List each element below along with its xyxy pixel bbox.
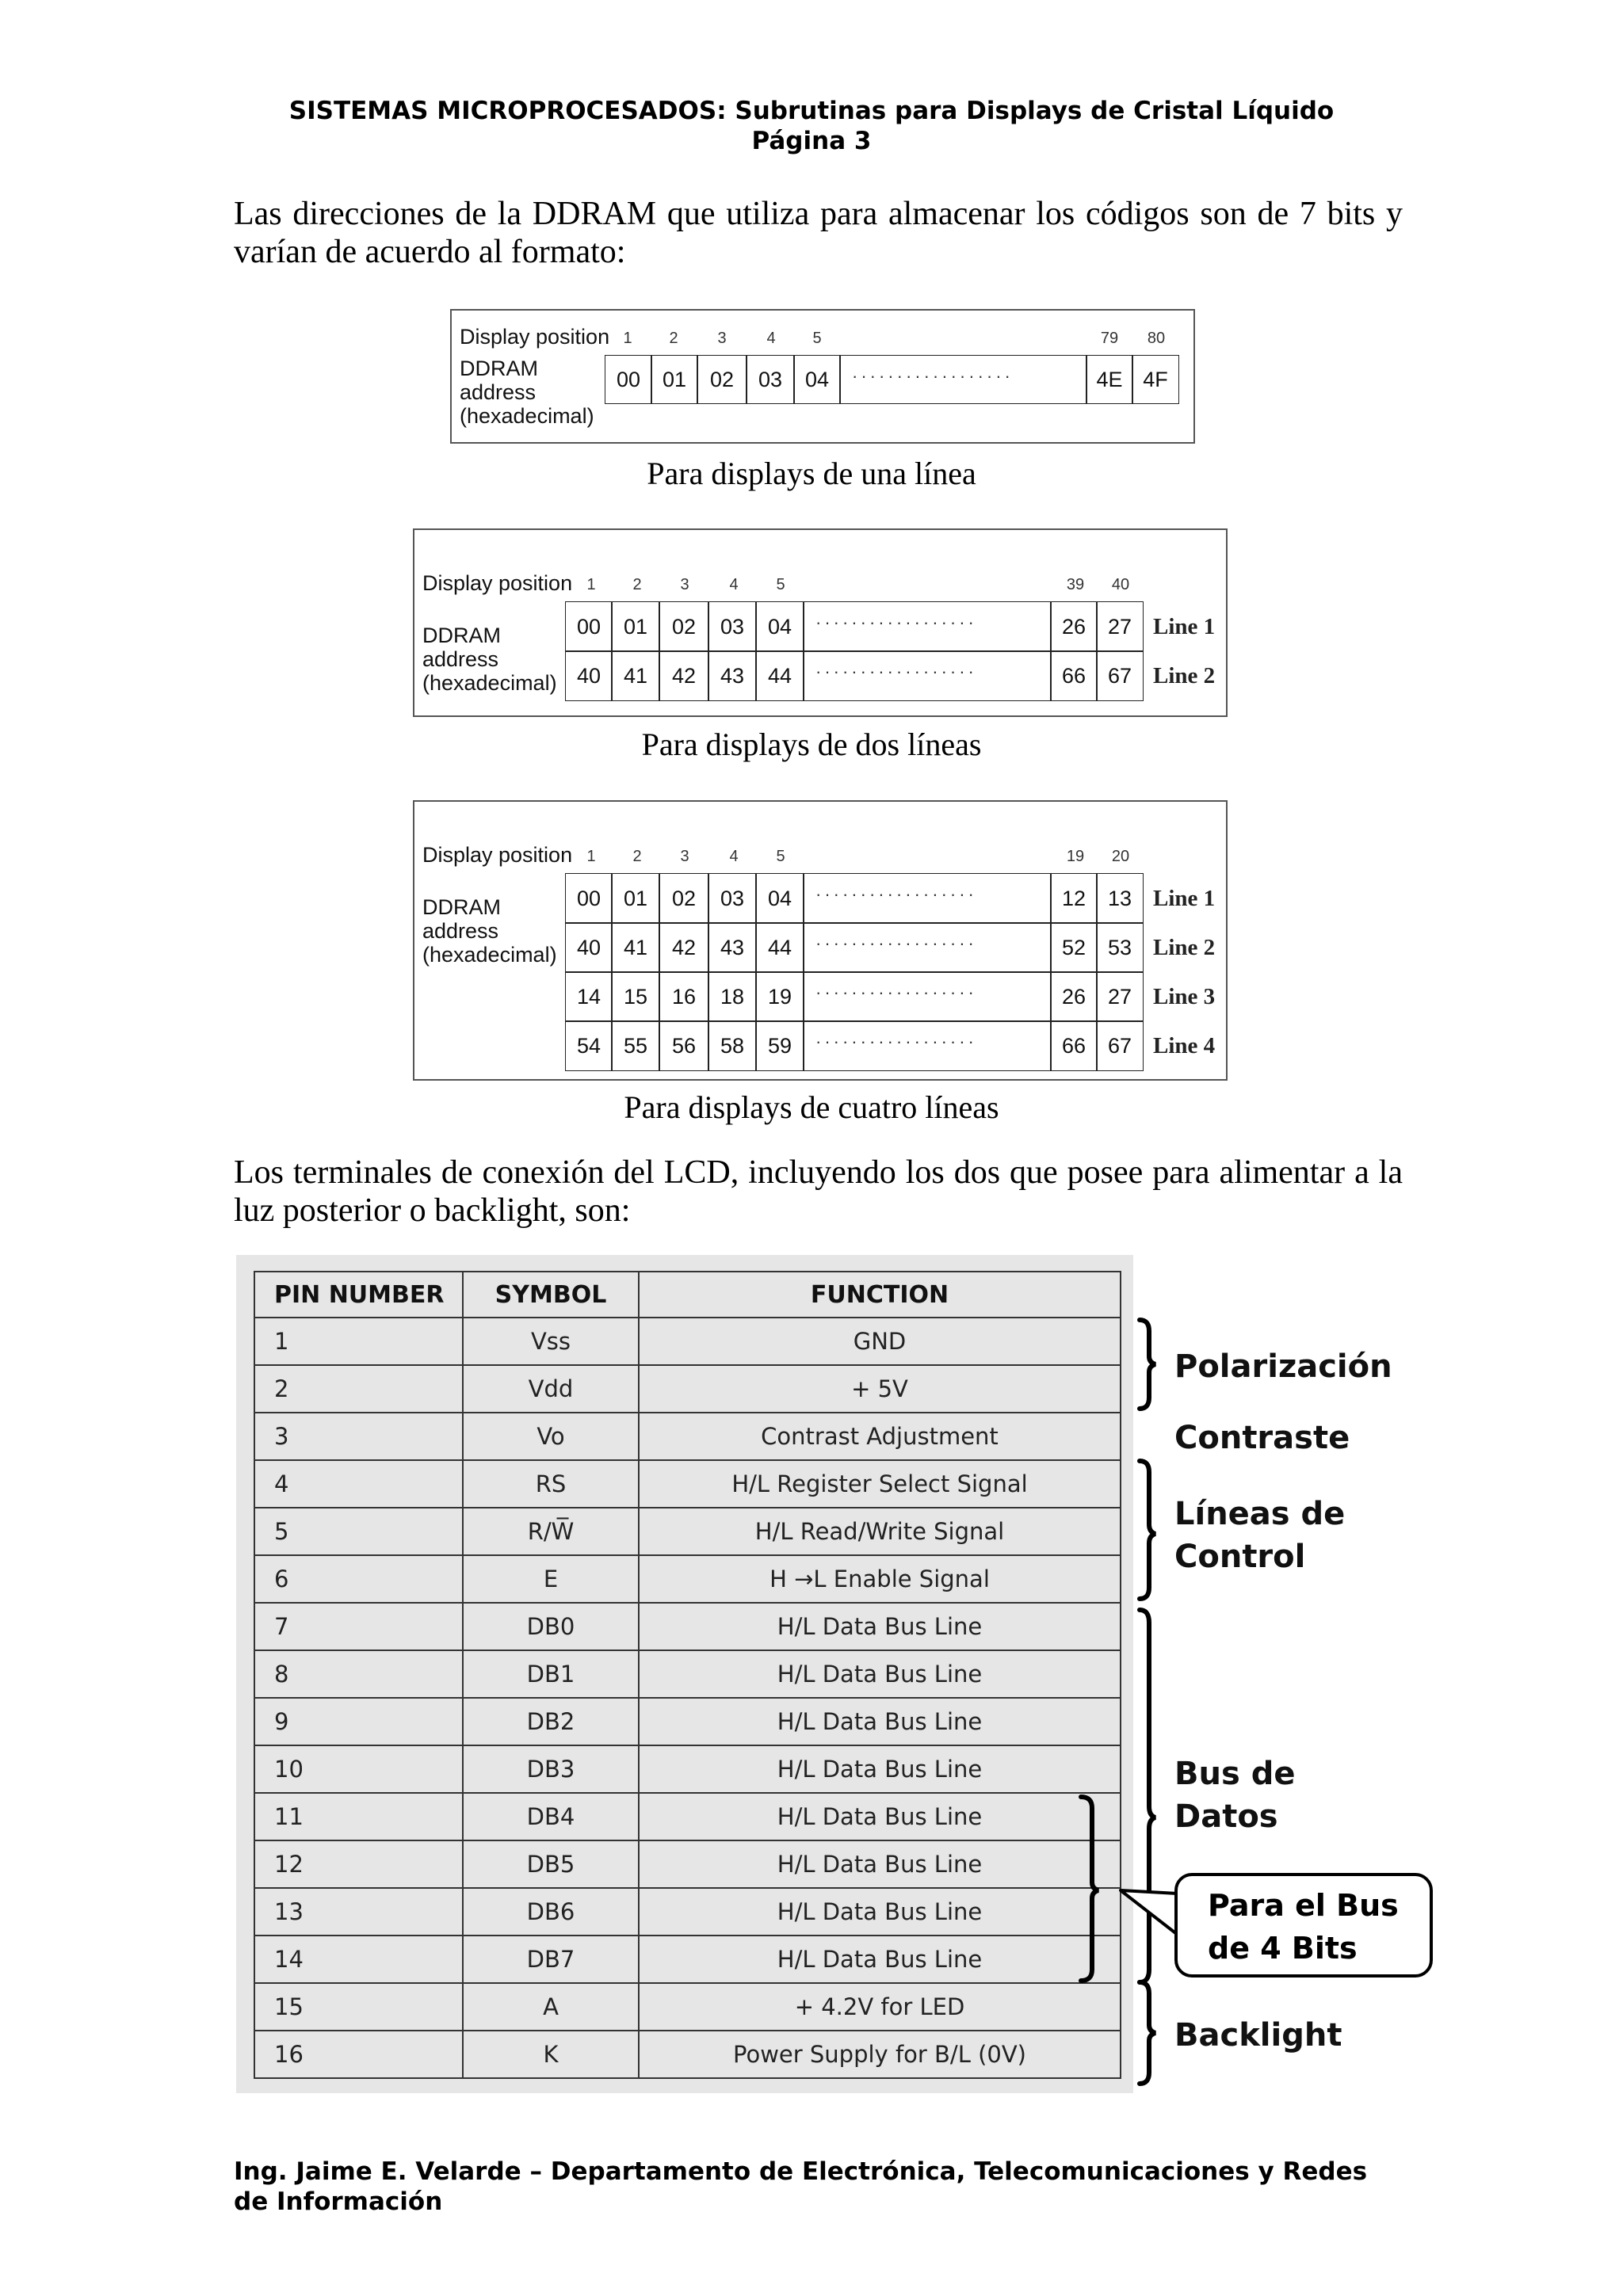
brace-control <box>1140 1461 1155 1599</box>
ddram-cell: 4E <box>1086 355 1133 404</box>
pin-symbol-cell: DB7 <box>463 1936 639 1983</box>
pin-function-cell: GND <box>639 1318 1121 1365</box>
page-number: Página 3 <box>751 127 872 155</box>
ddram-cell: 04 <box>755 601 804 652</box>
ddram-cell: 42 <box>659 922 709 973</box>
display-position-label: Display position <box>422 571 573 595</box>
col-header-pin-number: PIN NUMBER <box>254 1272 463 1318</box>
ellipsis-dots: ·················· <box>815 933 977 953</box>
ddram-cell: 15 <box>611 971 660 1022</box>
position-label: 2 <box>669 330 678 347</box>
pin-table-panel <box>236 1255 1133 2093</box>
ddram-cell: 44 <box>755 922 804 973</box>
pin-function-cell: H →L Enable Signal <box>639 1555 1121 1603</box>
pin-number-cell: 11 <box>254 1793 463 1840</box>
pin-row <box>254 1555 1121 1603</box>
pin-function-cell: H/L Data Bus Line <box>639 1698 1121 1745</box>
ddram-cell: 00 <box>565 601 613 652</box>
position-label: 20 <box>1111 848 1130 865</box>
pin-function-cell: H/L Data Bus Line <box>639 1603 1121 1650</box>
ddram-cell: 19 <box>755 971 804 1022</box>
pin-table-header-row <box>254 1272 1121 1318</box>
brace-4-bits-icon <box>1078 1791 1102 1997</box>
ddram-cell: 41 <box>611 922 660 973</box>
pin-function-cell: H/L Register Select Signal <box>639 1460 1121 1508</box>
pin-row <box>254 1698 1121 1745</box>
pin-symbol-cell: Vss <box>463 1318 639 1365</box>
pin-row <box>254 1650 1121 1698</box>
pin-function-cell: H/L Data Bus Line <box>639 1650 1121 1698</box>
ddram-cell: 02 <box>697 355 747 404</box>
position-label: 39 <box>1066 576 1085 593</box>
pin-row <box>254 1460 1121 1508</box>
ddram-cell: 26 <box>1050 971 1098 1022</box>
pin-number-cell: 14 <box>254 1936 463 1983</box>
ddram-cell: 13 <box>1096 873 1144 924</box>
brace-backlight <box>1140 1982 1155 2084</box>
pin-number-cell: 6 <box>254 1555 463 1603</box>
pin-symbol-cell: DB1 <box>463 1650 639 1698</box>
position-label: 3 <box>680 848 689 865</box>
pin-number-cell: 4 <box>254 1460 463 1508</box>
pin-number-cell: 13 <box>254 1888 463 1936</box>
line-label: Line 2 <box>1153 663 1216 688</box>
ddram-cell: 02 <box>659 873 709 924</box>
position-label: 40 <box>1111 576 1130 593</box>
position-label: 80 <box>1147 330 1166 347</box>
pin-number-cell: 2 <box>254 1365 463 1413</box>
brace-polarizacion <box>1140 1320 1155 1409</box>
terminals-paragraph: Los terminales de conexión del LCD, incluyendo los dos que posee para alimentar a la luz posterior o backlight, son: <box>234 1154 1403 1229</box>
ddram-cell: 27 <box>1096 971 1144 1022</box>
pin-number-cell: 10 <box>254 1745 463 1793</box>
position-label: 19 <box>1066 848 1085 865</box>
hexadecimal-label: (hexadecimal) <box>422 943 557 967</box>
line-label: Line 1 <box>1153 614 1216 639</box>
position-label: 3 <box>680 576 689 593</box>
ddram-cell: 01 <box>611 601 660 652</box>
ddram-cell: 56 <box>659 1020 709 1071</box>
pin-symbol-cell: A <box>463 1983 639 2031</box>
ddram-cell: 03 <box>708 601 757 652</box>
group-label-backlight: Backlight <box>1174 2017 1342 2054</box>
pin-symbol-cell: DB0 <box>463 1603 639 1650</box>
ddram-diagram-two-lines <box>413 528 1228 717</box>
callout-line-1: Para el Bus <box>1208 1888 1399 1923</box>
line-label: Line 2 <box>1153 935 1216 960</box>
ddram-cell: 67 <box>1096 1020 1144 1071</box>
position-label: 3 <box>717 330 727 347</box>
pin-symbol-cell: R/W̅ <box>463 1508 639 1555</box>
ddram-cell: 12 <box>1050 873 1098 924</box>
ddram-cell: 43 <box>708 922 757 973</box>
position-label: 1 <box>586 848 596 865</box>
pin-symbol-cell: Vo <box>463 1413 639 1460</box>
ddram-cell: 26 <box>1050 601 1098 652</box>
ddram-cell: 40 <box>565 922 613 973</box>
col-header-symbol: SYMBOL <box>463 1272 639 1318</box>
ddram-cell: 01 <box>651 355 698 404</box>
address-label: address <box>422 647 499 671</box>
pin-row <box>254 1840 1121 1888</box>
ddram-cell: 03 <box>708 873 757 924</box>
pin-function-cell: H/L Data Bus Line <box>639 1936 1121 1983</box>
ddram-cell: 59 <box>755 1020 804 1071</box>
pin-symbol-cell: RS <box>463 1460 639 1508</box>
pin-symbol-cell: Vdd <box>463 1365 639 1413</box>
document-header-title: SISTEMAS MICROPROCESADOS: Subrutinas para Displays de Cristal Líquido <box>288 97 1335 125</box>
intro-paragraph: Las direcciones de la DDRAM que utiliza para almacenar los códigos son de 7 bits y varían de acuerdo al formato: <box>234 196 1403 270</box>
ellipsis-dots: ·················· <box>815 884 977 904</box>
ddram-cell: 14 <box>565 971 613 1022</box>
pin-function-cell: + 5V <box>639 1365 1121 1413</box>
ddram-label: DDRAM <box>460 357 538 380</box>
ellipsis-dots: ·················· <box>852 366 1014 386</box>
ellipsis-dots: ·················· <box>815 662 977 681</box>
pin-number-cell: 8 <box>254 1650 463 1698</box>
caption-one-line: Para displays de una línea <box>647 456 976 491</box>
position-label: 4 <box>729 848 739 865</box>
display-position-label: Display position <box>460 325 610 349</box>
ddram-cell: 66 <box>1050 1020 1098 1071</box>
pin-function-cell: Power Supply for B/L (0V) <box>639 2031 1121 2078</box>
position-label: 2 <box>632 576 642 593</box>
pin-number-cell: 9 <box>254 1698 463 1745</box>
callout-line-2: de 4 Bits <box>1208 1931 1358 1966</box>
ddram-cell: 67 <box>1096 650 1144 701</box>
group-label-polarizacion: Polarización <box>1174 1348 1392 1385</box>
position-label: 2 <box>632 848 642 865</box>
pin-number-cell: 5 <box>254 1508 463 1555</box>
ddram-cell: 55 <box>611 1020 660 1071</box>
pin-function-cell: + 4.2V for LED <box>639 1983 1121 2031</box>
ddram-cell: 44 <box>755 650 804 701</box>
ddram-cell: 54 <box>565 1020 613 1071</box>
ddram-cell: 04 <box>755 873 804 924</box>
pin-row <box>254 1983 1121 2031</box>
ddram-cell: 42 <box>659 650 709 701</box>
ddram-cell: 58 <box>708 1020 757 1071</box>
line-label: Line 3 <box>1153 984 1216 1009</box>
callout-4-bit-bus <box>1174 1873 1433 1978</box>
position-label: 79 <box>1100 330 1119 347</box>
group-label-bus-2: Datos <box>1174 1798 1278 1835</box>
ddram-cell: 00 <box>565 873 613 924</box>
pin-row <box>254 1508 1121 1555</box>
pin-symbol-cell: DB3 <box>463 1745 639 1793</box>
pin-number-cell: 1 <box>254 1318 463 1365</box>
group-label-contraste: Contraste <box>1174 1420 1350 1456</box>
pin-row <box>254 1413 1121 1460</box>
caption-two-lines: Para displays de dos líneas <box>641 727 982 762</box>
pin-row <box>254 1365 1121 1413</box>
ddram-cell: 4F <box>1132 355 1179 404</box>
ddram-diagram-four-lines <box>413 800 1228 1081</box>
ddram-cell: 41 <box>611 650 660 701</box>
address-label: address <box>422 919 499 943</box>
ddram-cell: 53 <box>1096 922 1144 973</box>
pin-symbol-cell: K <box>463 2031 639 2078</box>
document-footer <box>234 2157 1367 2217</box>
pin-row <box>254 1888 1121 1936</box>
position-label: 1 <box>586 576 596 593</box>
pin-number-cell: 15 <box>254 1983 463 2031</box>
group-label-control-1: Líneas de <box>1174 1496 1346 1532</box>
line-label: Line 1 <box>1153 886 1216 911</box>
ddram-label: DDRAM <box>422 895 501 919</box>
ddram-cell: 00 <box>605 355 652 404</box>
ellipsis-dots: ·················· <box>815 1032 977 1051</box>
pin-row <box>254 1745 1121 1793</box>
ellipsis-dots: ·················· <box>815 612 977 632</box>
group-label-bus-1: Bus de <box>1174 1756 1296 1792</box>
ddram-cell: 43 <box>708 650 757 701</box>
position-label: 5 <box>776 576 785 593</box>
ellipsis-dots: ·················· <box>815 982 977 1002</box>
pin-symbol-cell: DB4 <box>463 1793 639 1840</box>
ddram-cell: 66 <box>1050 650 1098 701</box>
pin-number-cell: 3 <box>254 1413 463 1460</box>
pin-function-cell: H/L Data Bus Line <box>639 1793 1121 1840</box>
pin-symbol-cell: DB2 <box>463 1698 639 1745</box>
ddram-cell: 52 <box>1050 922 1098 973</box>
position-label: 4 <box>729 576 739 593</box>
pin-function-cell: H/L Data Bus Line <box>639 1840 1121 1888</box>
pin-row <box>254 1318 1121 1365</box>
ddram-cell: 03 <box>746 355 795 404</box>
pin-row <box>254 1603 1121 1650</box>
pin-number-cell: 16 <box>254 2031 463 2078</box>
address-label: address <box>460 380 537 404</box>
pin-symbol-cell: E <box>463 1555 639 1603</box>
pin-number-cell: 12 <box>254 1840 463 1888</box>
col-header-function: FUNCTION <box>639 1272 1121 1318</box>
ddram-cell: 02 <box>659 601 709 652</box>
pin-number-cell: 7 <box>254 1603 463 1650</box>
pin-function-cell: Contrast Adjustment <box>639 1413 1121 1460</box>
pin-symbol-cell: DB6 <box>463 1888 639 1936</box>
pin-row <box>254 1793 1121 1840</box>
ddram-cell: 27 <box>1096 601 1144 652</box>
line-label: Line 4 <box>1153 1033 1216 1058</box>
caption-four-lines: Para displays de cuatro líneas <box>624 1089 999 1125</box>
ddram-label: DDRAM <box>422 624 501 647</box>
position-label: 4 <box>766 330 776 347</box>
ddram-cell: 18 <box>708 971 757 1022</box>
footer-line-2: de Información <box>234 2187 443 2216</box>
ddram-cell: 04 <box>793 355 841 404</box>
pin-function-cell: H/L Data Bus Line <box>639 1745 1121 1793</box>
hexadecimal-label: (hexadecimal) <box>460 404 594 428</box>
hexadecimal-label: (hexadecimal) <box>422 671 557 695</box>
group-label-control-2: Control <box>1174 1539 1306 1575</box>
ddram-diagram-one-line <box>450 309 1195 444</box>
position-label: 5 <box>776 848 785 865</box>
pin-function-cell: H/L Read/Write Signal <box>639 1508 1121 1555</box>
position-label: 5 <box>812 330 822 347</box>
pin-symbol-cell: DB5 <box>463 1840 639 1888</box>
pin-row <box>254 2031 1121 2078</box>
ddram-cell: 40 <box>565 650 613 701</box>
ddram-cell: 16 <box>659 971 709 1022</box>
ddram-cell: 01 <box>611 873 660 924</box>
position-label: 1 <box>623 330 632 347</box>
display-position-label: Display position <box>422 843 573 867</box>
pin-table <box>254 1271 1121 2079</box>
pin-row <box>254 1936 1121 1983</box>
pin-function-cell: H/L Data Bus Line <box>639 1888 1121 1936</box>
footer-line-1: Ing. Jaime E. Velarde – Departamento de Electrónica, Telecomunicaciones y Redes <box>234 2157 1368 2186</box>
